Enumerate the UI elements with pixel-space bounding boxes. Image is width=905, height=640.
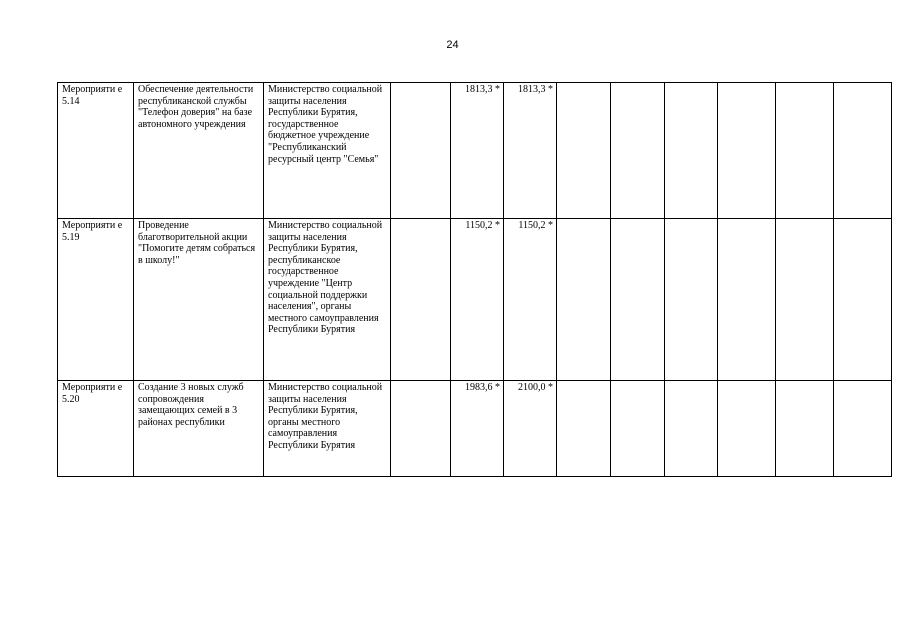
executor-cell: Министерство социальной защиты населения Республики Бурятия, республиканское государственное учреждение "Центр социальной поддержки населения", органы местного самоуправления Республики Бурятия	[264, 219, 391, 381]
empty-cell	[611, 219, 665, 381]
empty-cell	[391, 381, 451, 477]
value-cell: 2100,0 *	[504, 381, 557, 477]
empty-cell	[557, 381, 611, 477]
empty-cell	[665, 219, 718, 381]
executor-cell: Министерство социальной защиты населения Республики Бурятия, органы местного самоуправления Республики Бурятия	[264, 381, 391, 477]
table-row	[58, 219, 892, 381]
table-row	[58, 83, 892, 219]
empty-cell	[611, 83, 665, 219]
empty-cell	[776, 381, 834, 477]
event-name-cell: Обеспечение деятельности республиканской службы "Телефон доверия" на базе автономного учреждения	[134, 83, 264, 219]
event-code-cell: Мероприяти е 5.20	[58, 381, 134, 477]
empty-cell	[776, 83, 834, 219]
value-cell: 1813,3 *	[451, 83, 504, 219]
empty-cell	[834, 219, 892, 381]
empty-cell	[391, 83, 451, 219]
empty-cell	[391, 219, 451, 381]
empty-cell	[665, 381, 718, 477]
empty-cell	[611, 381, 665, 477]
page-number: 24	[446, 39, 459, 51]
value-cell: 1983,6 *	[451, 381, 504, 477]
event-name-cell: Проведение благотворительной акции "Помогите детям собраться в школу!"	[134, 219, 264, 381]
empty-cell	[665, 83, 718, 219]
empty-cell	[557, 219, 611, 381]
empty-cell	[834, 83, 892, 219]
event-code-cell: Мероприяти е 5.19	[58, 219, 134, 381]
empty-cell	[834, 381, 892, 477]
event-name-cell: Создание 3 новых служб сопровождения замещающих семей в 3 районах республики	[134, 381, 264, 477]
empty-cell	[776, 219, 834, 381]
empty-cell	[557, 83, 611, 219]
empty-cell	[718, 381, 776, 477]
program-table	[57, 82, 892, 477]
value-cell: 1150,2 *	[451, 219, 504, 381]
empty-cell	[718, 83, 776, 219]
value-cell: 1150,2 *	[504, 219, 557, 381]
executor-cell: Министерство социальной защиты населения Республики Бурятия, государственное бюджетное учреждение "Республиканский ресурсный центр "Семья"	[264, 83, 391, 219]
empty-cell	[718, 219, 776, 381]
event-code-cell: Мероприяти е 5.14	[58, 83, 134, 219]
table-row	[58, 381, 892, 477]
value-cell: 1813,3 *	[504, 83, 557, 219]
